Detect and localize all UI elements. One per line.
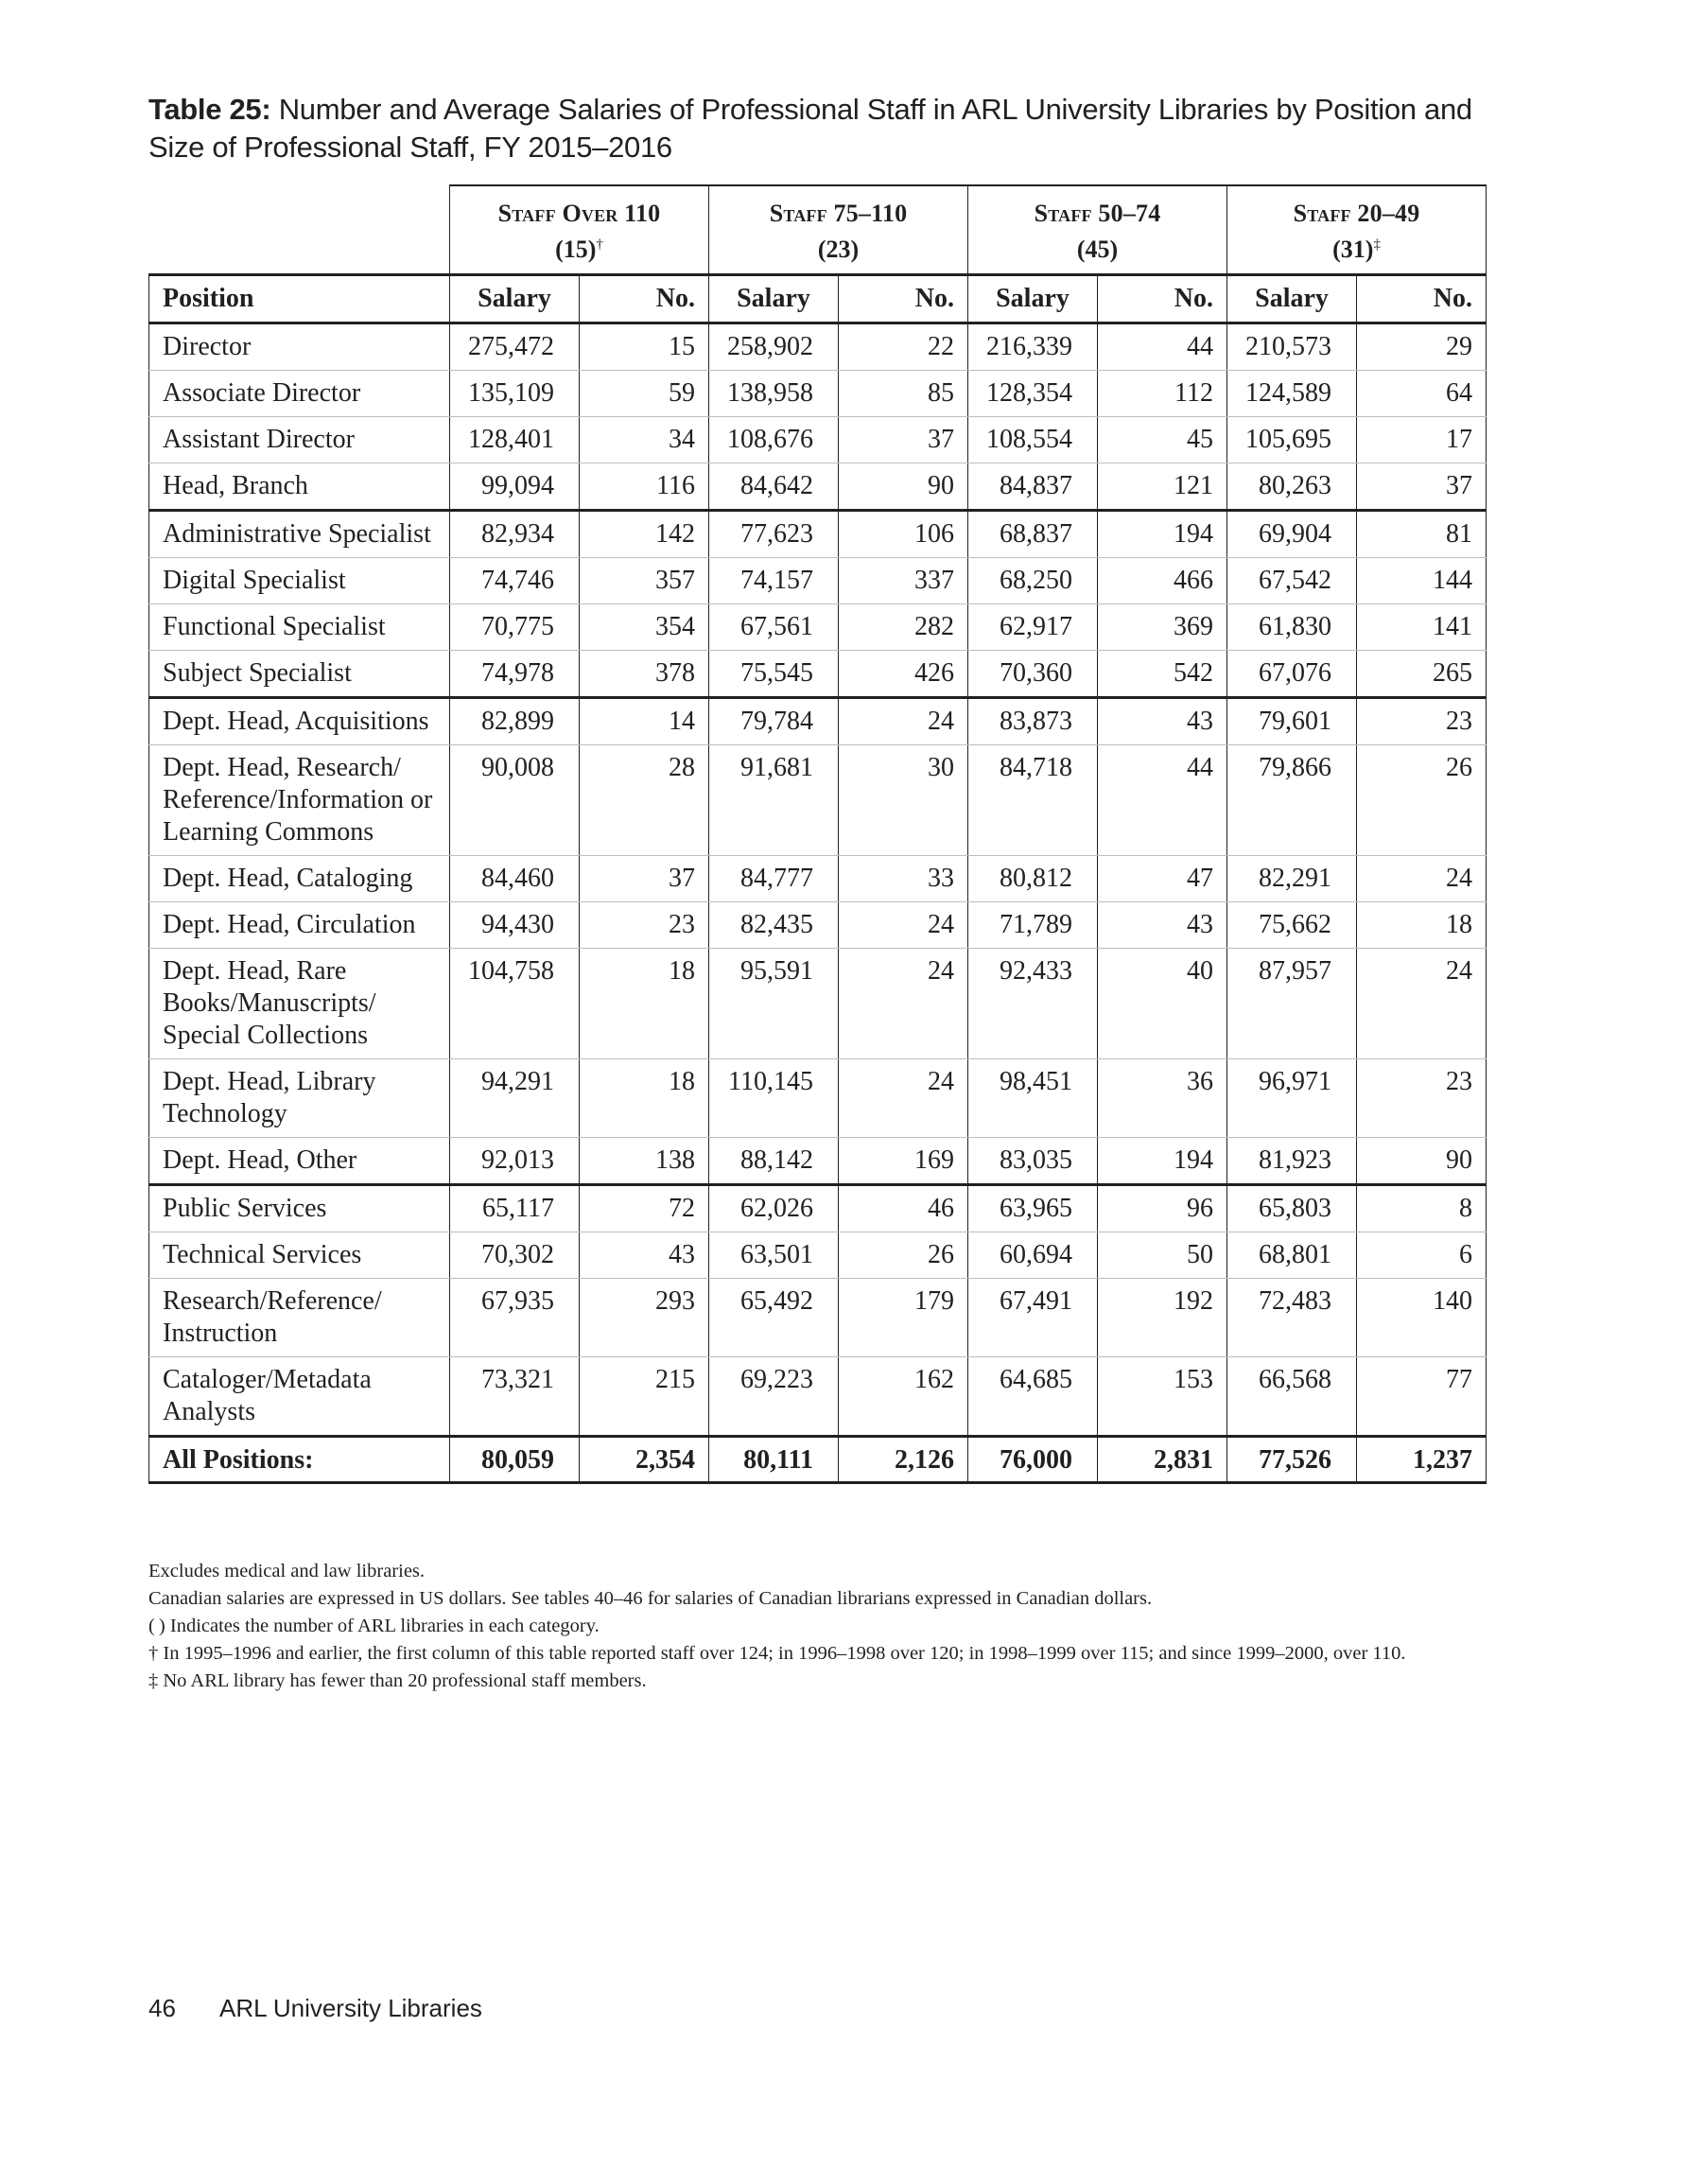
group-name: Staff 50–74 <box>1034 200 1161 227</box>
count-cell: 37 <box>580 856 709 902</box>
count-cell: 43 <box>1098 698 1227 745</box>
count-cell: 90 <box>839 463 968 511</box>
group-header-row <box>149 185 1487 275</box>
table-row <box>149 511 1487 558</box>
count-cell: 215 <box>580 1357 709 1437</box>
salary-cell: 67,935 <box>450 1279 580 1357</box>
position-cell: Public Services <box>149 1185 450 1232</box>
group-count: (23) <box>817 236 860 263</box>
count-cell: 30 <box>839 745 968 856</box>
table-row <box>149 604 1487 651</box>
salary-cell: 62,026 <box>709 1185 839 1232</box>
table-body <box>149 323 1487 1483</box>
group-count: (15) <box>555 236 597 263</box>
count-cell: 141 <box>1357 604 1487 651</box>
salary-cell: 67,561 <box>709 604 839 651</box>
count-cell: 43 <box>580 1232 709 1279</box>
count-cell: 18 <box>580 949 709 1059</box>
count-cell: 466 <box>1098 558 1227 604</box>
count-cell: 265 <box>1357 651 1487 698</box>
count-cell: 106 <box>839 511 968 558</box>
table-row <box>149 371 1487 417</box>
salary-cell: 108,676 <box>709 417 839 463</box>
salary-cell: 258,902 <box>709 323 839 371</box>
count-cell: 18 <box>1357 902 1487 949</box>
salary-cell: 88,142 <box>709 1138 839 1185</box>
salary-cell: 62,917 <box>968 604 1098 651</box>
salary-cell: 94,291 <box>450 1059 580 1138</box>
salary-cell: 104,758 <box>450 949 580 1059</box>
salary-cell: 67,542 <box>1227 558 1357 604</box>
position-cell: Digital Specialist <box>149 558 450 604</box>
table-row <box>149 1279 1487 1357</box>
table-title-text: Number and Average Salaries of Professional Staff in ARL University Libraries by Position and Size of Professional Staff, FY 2015–2016 <box>148 93 1472 164</box>
position-cell: Technical Services <box>149 1232 450 1279</box>
salary-cell: 84,777 <box>709 856 839 902</box>
count-cell: 26 <box>1357 745 1487 856</box>
count-cell: 354 <box>580 604 709 651</box>
count-cell: 64 <box>1357 371 1487 417</box>
count-cell: 28 <box>580 745 709 856</box>
column-header-position: Position <box>149 275 450 323</box>
count-cell: 179 <box>839 1279 968 1357</box>
salary-cell: 84,642 <box>709 463 839 511</box>
column-header-salary: Salary <box>1227 275 1357 323</box>
salary-cell: 64,685 <box>968 1357 1098 1437</box>
table-notes <box>148 1558 1520 1695</box>
count-cell: 18 <box>580 1059 709 1138</box>
salary-cell: 98,451 <box>968 1059 1098 1138</box>
position-cell: Dept. Head, Circulation <box>149 902 450 949</box>
column-header-salary: Salary <box>709 275 839 323</box>
salary-cell: 83,873 <box>968 698 1098 745</box>
column-header-no: No. <box>1357 275 1487 323</box>
count-cell: 23 <box>1357 698 1487 745</box>
position-cell: Dept. Head, Research/ Reference/Information or Learning Commons <box>149 745 450 856</box>
count-cell: 192 <box>1098 1279 1227 1357</box>
salary-table <box>148 184 1487 1484</box>
salary-cell: 138,958 <box>709 371 839 417</box>
salary-cell: 99,094 <box>450 463 580 511</box>
position-cell: Subject Specialist <box>149 651 450 698</box>
footer-section-title: ARL University Libraries <box>219 1994 482 2022</box>
table-row <box>149 949 1487 1059</box>
count-cell: 293 <box>580 1279 709 1357</box>
group-name: Staff 75–110 <box>769 200 908 227</box>
note-dagger: † In 1995–1996 and earlier, the first column of this table reported staff over 124; in 1996–1998 over 120; in 1998–1999 over 115; and since 1999–2000, over 110. <box>148 1643 1406 1664</box>
salary-cell: 83,035 <box>968 1138 1098 1185</box>
group-name: Staff 20–49 <box>1293 200 1420 227</box>
total-row <box>149 1437 1487 1483</box>
count-cell: 34 <box>580 417 709 463</box>
table-title <box>148 91 1520 166</box>
salary-cell: 110,145 <box>709 1059 839 1138</box>
count-cell: 36 <box>1098 1059 1227 1138</box>
table-row <box>149 417 1487 463</box>
count-cell: 426 <box>839 651 968 698</box>
count-cell: 194 <box>1098 1138 1227 1185</box>
group-header-staff-50-74 <box>968 185 1227 275</box>
count-cell: 37 <box>1357 463 1487 511</box>
count-cell: 40 <box>1098 949 1227 1059</box>
count-cell: 337 <box>839 558 968 604</box>
table-row <box>149 1138 1487 1185</box>
total-salary-cell: 77,526 <box>1227 1437 1357 1483</box>
note-excludes: Excludes medical and law libraries. <box>148 1561 426 1581</box>
count-cell: 369 <box>1098 604 1227 651</box>
count-cell: 357 <box>580 558 709 604</box>
note-canadian-salaries: Canadian salaries are expressed in US dollars. See tables 40–46 for salaries of Canadian librarians expressed in Canadian dollars. <box>148 1588 1153 1609</box>
count-cell: 72 <box>580 1185 709 1232</box>
salary-cell: 75,662 <box>1227 902 1357 949</box>
table-row <box>149 463 1487 511</box>
count-cell: 24 <box>839 949 968 1059</box>
count-cell: 112 <box>1098 371 1227 417</box>
position-cell: Administrative Specialist <box>149 511 450 558</box>
table-row <box>149 1185 1487 1232</box>
position-cell: Dept. Head, Other <box>149 1138 450 1185</box>
salary-cell: 210,573 <box>1227 323 1357 371</box>
salary-cell: 65,117 <box>450 1185 580 1232</box>
table-row <box>149 698 1487 745</box>
dagger-mark: † <box>596 236 603 253</box>
salary-cell: 96,971 <box>1227 1059 1357 1138</box>
total-count-cell: 2,831 <box>1098 1437 1227 1483</box>
group-header-staff-20-49 <box>1227 185 1487 275</box>
position-cell: Associate Director <box>149 371 450 417</box>
position-cell: Dept. Head, Acquisitions <box>149 698 450 745</box>
salary-cell: 63,501 <box>709 1232 839 1279</box>
salary-cell: 84,837 <box>968 463 1098 511</box>
position-cell: Dept. Head, Cataloging <box>149 856 450 902</box>
count-cell: 15 <box>580 323 709 371</box>
table-row <box>149 902 1487 949</box>
page-number: 46 <box>148 1994 176 2022</box>
group-count: (45) <box>1076 236 1119 263</box>
salary-cell: 90,008 <box>450 745 580 856</box>
table-row <box>149 1357 1487 1437</box>
salary-cell: 68,801 <box>1227 1232 1357 1279</box>
group-header-blank <box>149 185 450 275</box>
salary-cell: 94,430 <box>450 902 580 949</box>
salary-cell: 91,681 <box>709 745 839 856</box>
count-cell: 22 <box>839 323 968 371</box>
count-cell: 81 <box>1357 511 1487 558</box>
salary-cell: 275,472 <box>450 323 580 371</box>
column-header-salary: Salary <box>450 275 580 323</box>
table-row <box>149 323 1487 371</box>
group-count: (31) <box>1332 236 1374 263</box>
count-cell: 144 <box>1357 558 1487 604</box>
count-cell: 378 <box>580 651 709 698</box>
column-header-salary: Salary <box>968 275 1098 323</box>
column-header-no: No. <box>580 275 709 323</box>
salary-cell: 80,812 <box>968 856 1098 902</box>
position-cell: Research/Reference/ Instruction <box>149 1279 450 1357</box>
count-cell: 26 <box>839 1232 968 1279</box>
count-cell: 6 <box>1357 1232 1487 1279</box>
salary-cell: 73,321 <box>450 1357 580 1437</box>
salary-cell: 67,491 <box>968 1279 1098 1357</box>
count-cell: 46 <box>839 1185 968 1232</box>
column-header-no: No. <box>839 275 968 323</box>
position-cell: Director <box>149 323 450 371</box>
salary-cell: 71,789 <box>968 902 1098 949</box>
salary-cell: 82,934 <box>450 511 580 558</box>
salary-cell: 70,775 <box>450 604 580 651</box>
count-cell: 140 <box>1357 1279 1487 1357</box>
count-cell: 542 <box>1098 651 1227 698</box>
count-cell: 121 <box>1098 463 1227 511</box>
count-cell: 44 <box>1098 745 1227 856</box>
count-cell: 282 <box>839 604 968 651</box>
count-cell: 47 <box>1098 856 1227 902</box>
salary-cell: 84,718 <box>968 745 1098 856</box>
position-cell: Cataloger/Metadata Analysts <box>149 1357 450 1437</box>
salary-cell: 79,784 <box>709 698 839 745</box>
group-name: Staff Over 110 <box>497 200 661 227</box>
column-header-no: No. <box>1098 275 1227 323</box>
salary-cell: 65,492 <box>709 1279 839 1357</box>
salary-cell: 92,013 <box>450 1138 580 1185</box>
salary-cell: 61,830 <box>1227 604 1357 651</box>
salary-cell: 68,250 <box>968 558 1098 604</box>
count-cell: 77 <box>1357 1357 1487 1437</box>
count-cell: 24 <box>1357 949 1487 1059</box>
count-cell: 24 <box>839 1059 968 1138</box>
total-salary-cell: 80,059 <box>450 1437 580 1483</box>
salary-cell: 74,157 <box>709 558 839 604</box>
salary-cell: 84,460 <box>450 856 580 902</box>
count-cell: 194 <box>1098 511 1227 558</box>
count-cell: 162 <box>839 1357 968 1437</box>
salary-cell: 67,076 <box>1227 651 1357 698</box>
count-cell: 24 <box>839 902 968 949</box>
count-cell: 85 <box>839 371 968 417</box>
salary-cell: 65,803 <box>1227 1185 1357 1232</box>
count-cell: 37 <box>839 417 968 463</box>
salary-cell: 95,591 <box>709 949 839 1059</box>
note-double-dagger: ‡ No ARL library has fewer than 20 professional staff members. <box>148 1670 647 1691</box>
total-salary-cell: 80,111 <box>709 1437 839 1483</box>
count-cell: 59 <box>580 371 709 417</box>
count-cell: 44 <box>1098 323 1227 371</box>
salary-cell: 124,589 <box>1227 371 1357 417</box>
count-cell: 17 <box>1357 417 1487 463</box>
count-cell: 23 <box>1357 1059 1487 1138</box>
count-cell: 153 <box>1098 1357 1227 1437</box>
total-label: All Positions: <box>149 1437 450 1483</box>
salary-cell: 82,291 <box>1227 856 1357 902</box>
salary-cell: 87,957 <box>1227 949 1357 1059</box>
table-row <box>149 856 1487 902</box>
salary-cell: 82,435 <box>709 902 839 949</box>
salary-cell: 80,263 <box>1227 463 1357 511</box>
page-footer <box>148 1994 482 2023</box>
salary-cell: 128,401 <box>450 417 580 463</box>
salary-cell: 92,433 <box>968 949 1098 1059</box>
total-count-cell: 2,354 <box>580 1437 709 1483</box>
count-cell: 90 <box>1357 1138 1487 1185</box>
count-cell: 96 <box>1098 1185 1227 1232</box>
count-cell: 50 <box>1098 1232 1227 1279</box>
position-cell: Head, Branch <box>149 463 450 511</box>
position-cell: Dept. Head, Library Technology <box>149 1059 450 1138</box>
total-count-cell: 2,126 <box>839 1437 968 1483</box>
salary-cell: 77,623 <box>709 511 839 558</box>
position-cell: Functional Specialist <box>149 604 450 651</box>
column-header-row <box>149 275 1487 323</box>
salary-cell: 135,109 <box>450 371 580 417</box>
count-cell: 29 <box>1357 323 1487 371</box>
table-row <box>149 745 1487 856</box>
count-cell: 43 <box>1098 902 1227 949</box>
count-cell: 33 <box>839 856 968 902</box>
position-cell: Dept. Head, Rare Books/Manuscripts/ Special Collections <box>149 949 450 1059</box>
salary-cell: 82,899 <box>450 698 580 745</box>
salary-cell: 75,545 <box>709 651 839 698</box>
salary-cell: 108,554 <box>968 417 1098 463</box>
position-cell: Assistant Director <box>149 417 450 463</box>
note-parentheses: ( ) Indicates the number of ARL libraries in each category. <box>148 1616 600 1636</box>
table-row <box>149 1059 1487 1138</box>
salary-cell: 63,965 <box>968 1185 1098 1232</box>
salary-cell: 128,354 <box>968 371 1098 417</box>
salary-cell: 81,923 <box>1227 1138 1357 1185</box>
total-count-cell: 1,237 <box>1357 1437 1487 1483</box>
count-cell: 138 <box>580 1138 709 1185</box>
salary-cell: 66,568 <box>1227 1357 1357 1437</box>
salary-cell: 105,695 <box>1227 417 1357 463</box>
salary-cell: 79,601 <box>1227 698 1357 745</box>
salary-cell: 216,339 <box>968 323 1098 371</box>
group-header-staff-75-110 <box>709 185 968 275</box>
table-row <box>149 558 1487 604</box>
group-header-staff-over-110 <box>450 185 709 275</box>
count-cell: 24 <box>1357 856 1487 902</box>
count-cell: 14 <box>580 698 709 745</box>
count-cell: 169 <box>839 1138 968 1185</box>
count-cell: 116 <box>580 463 709 511</box>
salary-cell: 69,904 <box>1227 511 1357 558</box>
table-row <box>149 1232 1487 1279</box>
salary-cell: 74,746 <box>450 558 580 604</box>
salary-cell: 72,483 <box>1227 1279 1357 1357</box>
count-cell: 23 <box>580 902 709 949</box>
salary-cell: 68,837 <box>968 511 1098 558</box>
table-title-label: Table 25: <box>148 93 271 126</box>
total-salary-cell: 76,000 <box>968 1437 1098 1483</box>
count-cell: 8 <box>1357 1185 1487 1232</box>
salary-cell: 69,223 <box>709 1357 839 1437</box>
salary-cell: 60,694 <box>968 1232 1098 1279</box>
salary-cell: 70,302 <box>450 1232 580 1279</box>
count-cell: 24 <box>839 698 968 745</box>
double-dagger-mark: ‡ <box>1373 236 1381 253</box>
table-row <box>149 651 1487 698</box>
salary-cell: 70,360 <box>968 651 1098 698</box>
salary-cell: 74,978 <box>450 651 580 698</box>
salary-cell: 79,866 <box>1227 745 1357 856</box>
count-cell: 142 <box>580 511 709 558</box>
count-cell: 45 <box>1098 417 1227 463</box>
